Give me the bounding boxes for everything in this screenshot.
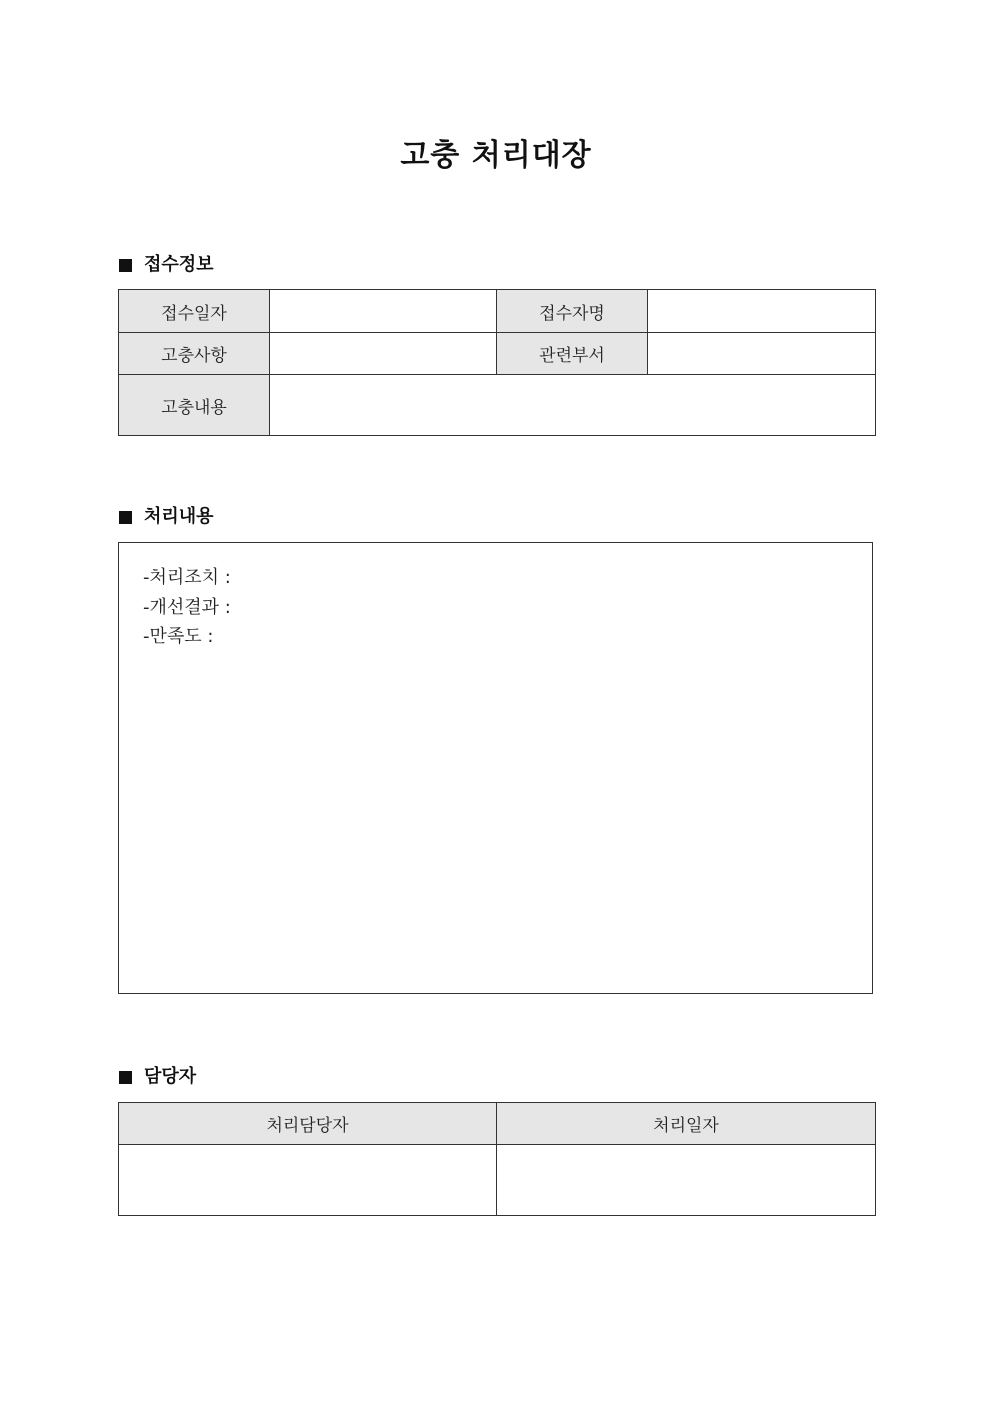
section-heading-label: 처리내용 — [144, 506, 214, 527]
processing-content-box[interactable] — [118, 542, 873, 994]
section-heading-processing — [119, 505, 214, 529]
grievance-content-field[interactable] — [270, 375, 876, 436]
table-row — [119, 1103, 876, 1145]
table-row — [119, 333, 876, 375]
table-row — [119, 1145, 876, 1216]
processing-lines — [143, 563, 231, 652]
grievance-content-label: 고충내용 — [119, 375, 270, 436]
square-bullet-icon — [119, 1071, 132, 1084]
table-row — [119, 375, 876, 436]
section-heading-label: 접수정보 — [144, 254, 214, 275]
satisfaction-line: -만족도 : — [143, 626, 214, 647]
reception-table — [118, 289, 876, 436]
related-department-label: 관련부서 — [497, 333, 648, 375]
receiver-name-field[interactable] — [648, 290, 876, 333]
manager-table — [118, 1102, 876, 1216]
processing-action-line: -처리조치 : — [143, 567, 231, 588]
grievance-subject-label: 고충사항 — [119, 333, 270, 375]
document-title: 고충 처리대장 — [400, 138, 592, 173]
receiver-name-label: 접수자명 — [497, 290, 648, 333]
table-row — [119, 290, 876, 333]
processing-date-header: 처리일자 — [497, 1103, 876, 1145]
reception-date-label: 접수일자 — [119, 290, 270, 333]
related-department-field[interactable] — [648, 333, 876, 375]
square-bullet-icon — [119, 259, 132, 272]
processing-manager-header: 처리담당자 — [119, 1103, 497, 1145]
grievance-subject-field[interactable] — [270, 333, 497, 375]
processing-manager-field[interactable] — [119, 1145, 497, 1216]
reception-date-field[interactable] — [270, 290, 497, 333]
square-bullet-icon — [119, 511, 132, 524]
section-heading-manager — [119, 1065, 196, 1089]
processing-date-field[interactable] — [497, 1145, 876, 1216]
section-heading-reception — [119, 253, 214, 277]
section-heading-label: 담당자 — [144, 1066, 197, 1087]
improvement-result-line: -개선결과 : — [143, 596, 231, 618]
